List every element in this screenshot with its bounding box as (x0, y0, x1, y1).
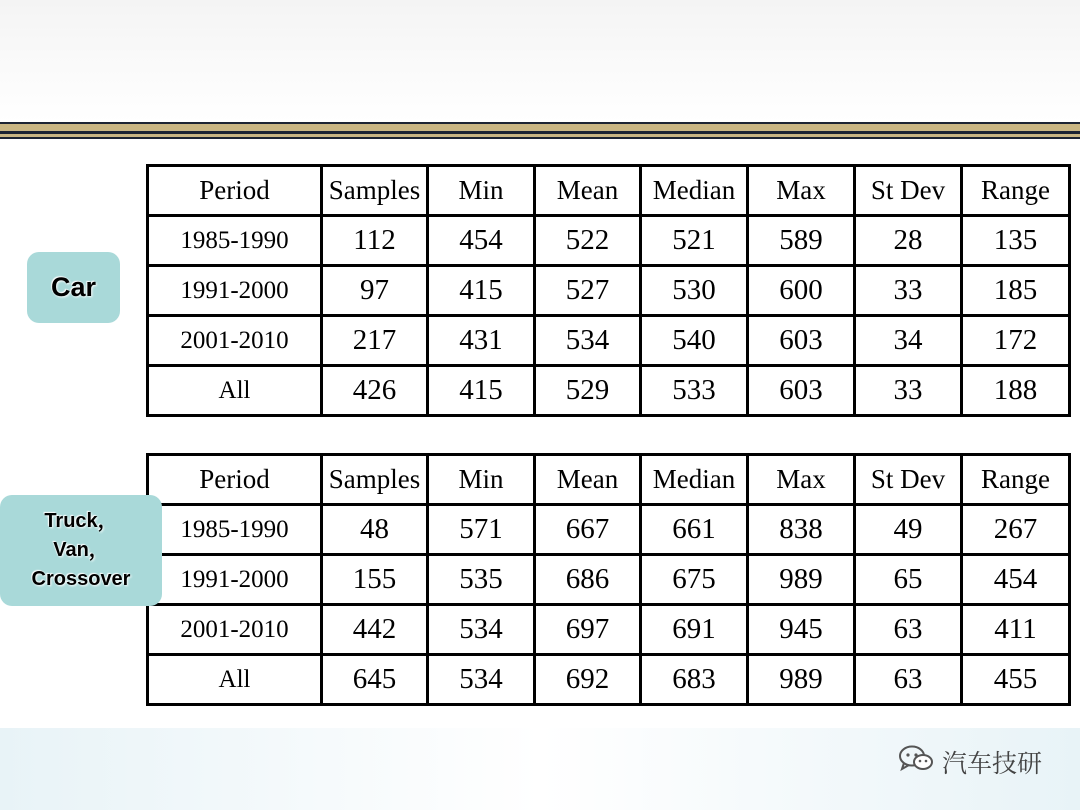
table-row (148, 316, 1070, 366)
cell-mean: 697 (535, 605, 641, 655)
slide-header-area (0, 0, 1080, 122)
cell-min: 534 (428, 655, 535, 705)
cell-median: 530 (641, 266, 748, 316)
cell-min: 431 (428, 316, 535, 366)
cell-max: 989 (748, 655, 855, 705)
watermark-text: 汽车技研 (942, 749, 1043, 778)
cell-median: 683 (641, 655, 748, 705)
cell-mean: 667 (535, 505, 641, 555)
cell-st-dev: 65 (855, 555, 962, 605)
cell-period: 1985-1990 (148, 505, 322, 555)
cell-max: 600 (748, 266, 855, 316)
cell-range: 188 (962, 366, 1070, 416)
cell-max: 945 (748, 605, 855, 655)
col-header-mean: Mean (535, 166, 641, 216)
van-label-line: Van， (53, 539, 109, 561)
cell-range: 267 (962, 505, 1070, 555)
col-header-max: Max (748, 166, 855, 216)
cell-st-dev: 33 (855, 266, 962, 316)
col-header-median: Median (641, 166, 748, 216)
cell-samples: 426 (322, 366, 428, 416)
truck-van-crossover-label (0, 495, 162, 606)
cell-range: 185 (962, 266, 1070, 316)
car-label (27, 252, 120, 323)
cell-samples: 645 (322, 655, 428, 705)
cell-samples: 48 (322, 505, 428, 555)
col-header-median: Median (641, 455, 748, 505)
truck-van-crossover-data-table (146, 453, 1071, 706)
cell-mean: 527 (535, 266, 641, 316)
cell-samples: 442 (322, 605, 428, 655)
crossover-label-line: Crossover (31, 568, 131, 590)
header-divider-stripes (0, 122, 1080, 140)
cell-min: 535 (428, 555, 535, 605)
table-row (148, 505, 1070, 555)
cell-median: 691 (641, 605, 748, 655)
cell-period: 1991-2000 (148, 555, 322, 605)
cell-median: 675 (641, 555, 748, 605)
car-data-table (146, 164, 1071, 417)
truck-label-line: Truck， (44, 510, 118, 532)
cell-st-dev: 63 (855, 605, 962, 655)
col-header-samples: Samples (322, 166, 428, 216)
table-row (148, 216, 1070, 266)
cell-median: 533 (641, 366, 748, 416)
cell-samples: 217 (322, 316, 428, 366)
cell-st-dev: 34 (855, 316, 962, 366)
cell-max: 589 (748, 216, 855, 266)
cell-samples: 97 (322, 266, 428, 316)
col-header-period: Period (148, 455, 322, 505)
col-header-mean: Mean (535, 455, 641, 505)
table-row (148, 655, 1070, 705)
cell-st-dev: 63 (855, 655, 962, 705)
table-header-row (148, 166, 1070, 216)
cell-mean: 534 (535, 316, 641, 366)
col-header-range: Range (962, 455, 1070, 505)
cell-median: 661 (641, 505, 748, 555)
table-row (148, 555, 1070, 605)
cell-range: 135 (962, 216, 1070, 266)
cell-samples: 112 (322, 216, 428, 266)
cell-min: 534 (428, 605, 535, 655)
cell-max: 989 (748, 555, 855, 605)
cell-mean: 522 (535, 216, 641, 266)
wechat-icon (898, 744, 934, 780)
cell-period: 2001-2010 (148, 605, 322, 655)
cell-median: 521 (641, 216, 748, 266)
col-header-min: Min (428, 455, 535, 505)
cell-period: 1985-1990 (148, 216, 322, 266)
col-header-max: Max (748, 455, 855, 505)
cell-range: 454 (962, 555, 1070, 605)
cell-period: All (148, 655, 322, 705)
cell-min: 415 (428, 366, 535, 416)
col-header-st-dev: St Dev (855, 455, 962, 505)
cell-st-dev: 33 (855, 366, 962, 416)
col-header-min: Min (428, 166, 535, 216)
cell-mean: 686 (535, 555, 641, 605)
cell-max: 603 (748, 366, 855, 416)
cell-period: All (148, 366, 322, 416)
cell-range: 172 (962, 316, 1070, 366)
cell-median: 540 (641, 316, 748, 366)
cell-mean: 692 (535, 655, 641, 705)
watermark (898, 742, 1042, 782)
col-header-samples: Samples (322, 455, 428, 505)
col-header-range: Range (962, 166, 1070, 216)
cell-range: 455 (962, 655, 1070, 705)
car-label-text: Car (50, 272, 97, 302)
cell-st-dev: 28 (855, 216, 962, 266)
cell-min: 571 (428, 505, 535, 555)
table-row (148, 366, 1070, 416)
cell-mean: 529 (535, 366, 641, 416)
cell-samples: 155 (322, 555, 428, 605)
table-header-row (148, 455, 1070, 505)
truck-label-lines (32, 507, 131, 594)
cell-range: 411 (962, 605, 1070, 655)
cell-max: 603 (748, 316, 855, 366)
cell-max: 838 (748, 505, 855, 555)
cell-min: 415 (428, 266, 535, 316)
col-header-period: Period (148, 166, 322, 216)
cell-period: 1991-2000 (148, 266, 322, 316)
cell-period: 2001-2010 (148, 316, 322, 366)
cell-st-dev: 49 (855, 505, 962, 555)
table-row (148, 266, 1070, 316)
cell-min: 454 (428, 216, 535, 266)
table-row (148, 605, 1070, 655)
col-header-st-dev: St Dev (855, 166, 962, 216)
